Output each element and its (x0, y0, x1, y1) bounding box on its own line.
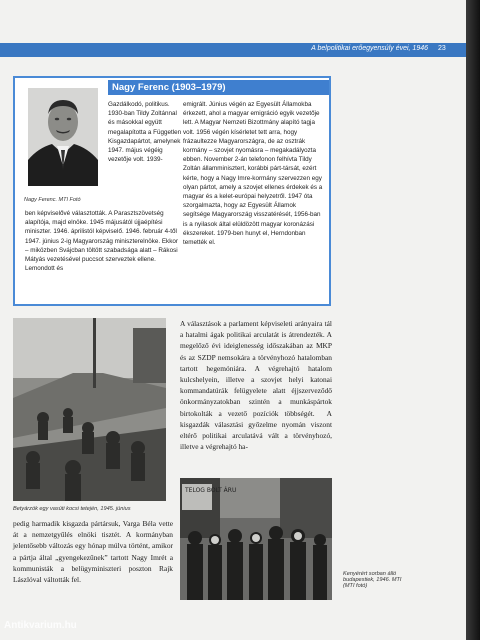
portrait-illustration (28, 88, 98, 186)
portrait-caption: Nagy Ferenc. MTI Fotó (24, 197, 81, 203)
page-number: 23 (438, 45, 446, 52)
queue-photo (180, 478, 332, 600)
running-header-title: A belpolitikai erőegyensúly évei, 1946 (311, 45, 428, 52)
railway-photo (13, 318, 166, 501)
book-spine (466, 0, 480, 640)
queue-photo-caption: Kenyérért sorban álló budapestiek, 1946. MTI (MTI fotó) (343, 571, 402, 589)
watermark: Antikvarium.hu (4, 620, 77, 631)
biography-text-right: emigrált. Június végén az Egyesült Államokba érkezett, ahol a magyar emigráció egyik vezetője lett. A Magyar Nemzeti Bizottmány alapító tagja volt. 1956 végén kísérletet tett arra, hogy frázaultezze Magyarországra, de az osztrák kormány – szovjet nyomásra – megakadályozta ebben. November 2-án telefonon felhívta Tildy Zoltán államminisztert, korábbi párt-társát, ezért kérte, hogy a Nagy Imre-kormány szervezzen egy olyan pártot, amely a szovjet ellenes érdekek és a magyar és a kelet-európai helyzetről. 1947 óta szorgalmazta, hogy az Egyesült Államok segítsége Magyarország visszatérését, 1956-ban is a nyilasok által elüldözött magyar koronázási ékszereket. 1979-ben hunyt el, Herndonban temették el. (183, 101, 323, 247)
biography-box (13, 76, 331, 306)
queue-photo-illustration (180, 478, 332, 600)
shop-sign-text: TELOG BOLT ÁRU (185, 487, 237, 494)
biography-text-left-bottom: ben képviselővé választották. A Parasztszövetség alapítója, majd elnöke. 1945 májusától újjaépítési miniszter. 1946. áprilistól képviselő. 1946. február 4-től 1947. június 2-ig Magyarország miniszterelnöke. Ekkor – miközben Svájcban töltött szabadsága alatt – Rákosi Mátyás vezetésével puccsot szerveztek ellene. Lemondott és (25, 210, 178, 273)
railway-photo-illustration (13, 318, 166, 501)
running-header (0, 43, 466, 57)
main-text-left-column: pedig harmadik kisgazda pártársuk, Vargа Béla vette át a nemzetgyűlés elnöki tisztét. A kormányban jelentősebb változás egy hónap múlva történt, amikor a pártja által „gyengekezűnek” tartott Nagy Imrét a kommunisták a belügyminiszteri poszton Rajk Lászlóval váltották fel. (13, 519, 173, 585)
main-text-right-column: A választások a parlament képviseleti arányaira tál a hatalmi ágak politikai arculatát is átrendezték. A megelőző évi ideiglenesség időszakában az MKP és az SZDP nemsokára a törvényhozó hatalomban tartott hegemóniára. A végrehajtó hatalom kulcshelyein, illetve a szovjet helyi katonai kommandatúrák felügyelete alatt éjjszerveződő önkormányzatokban szintén a munkáspártok birtokolták a vezető pozíciók többségét. A kisgazdák választási győzelme nyomán viszont eltérő politikai arculatává vált a törvényhozó, illetve a végrehajtó ha- (180, 319, 332, 452)
railway-photo-caption: Betyárzók egy vasúti kocsi tetején, 1945. június (13, 506, 131, 512)
portrait-photo (28, 88, 98, 186)
biography-text-left-top: Gazdálkodó, politikus. 1930-ban Tildy Zoltánnal és másokkal együtt megalapította a Független Kisgazdapártot, amelynek 1947. május végéig vezetője volt. 1939- (108, 101, 182, 164)
biography-title: Nagy Ferenc (1903–1979) (108, 80, 329, 95)
